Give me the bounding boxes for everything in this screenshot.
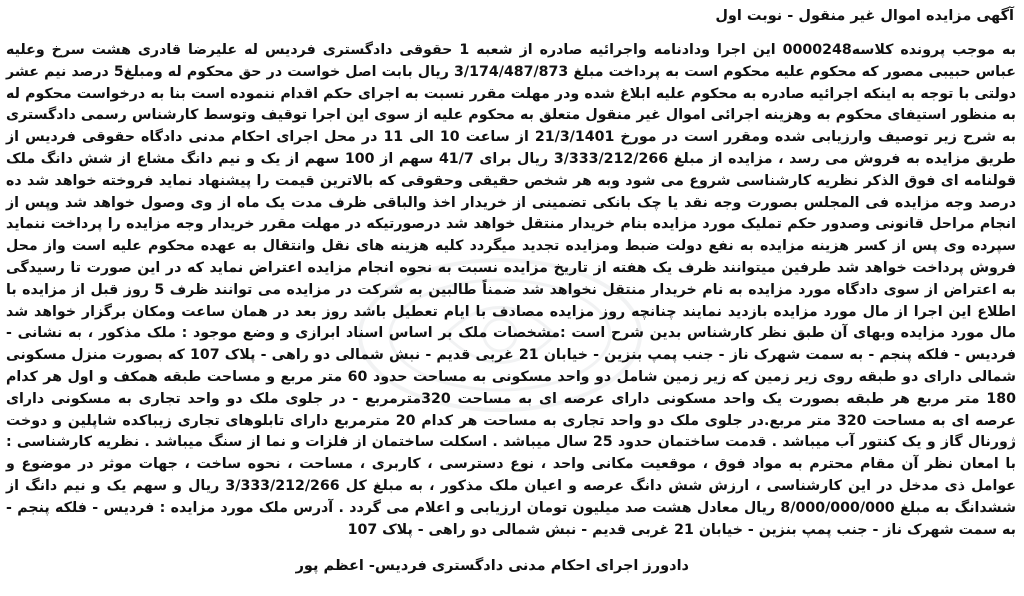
notice-signature: دادورز اجرای احکام مدنی دادگستری فردیس- اعظم پور (295, 558, 689, 574)
notice-body: به موجب پرونده کلاسه0000248 این اجرا ودادنامه واجرائیه صادره از شعبه 1 حقوقی دادگستری فردیس له علیرضا قادری هشت سرخ وعلیه عباس حبیبی مصور که محکوم علیه محکوم است به پرداخت مبلغ 3/174/487/873 ریال بابت اصل خواست در حق محکوم له ومبلغ5 درصد نیم عشر دولتی با توجه به اینکه اجرائیه صادره به محکوم علیه ابلاغ شده ودر مهلت مقرر نسبت به اجرای حکم اقدام ننموده است بنا به درخواست محکوم له به منظور استیفای محکوم به وهزینه اجرائی اموال غیر منقول متعلق به محکوم علیه از سوی این اجرا توقیف وتوسط کارشناس رسمی دادگستری به شرح زیر توصیف وارزیابی شده ومقرر است در مورخ 21/3/1401 از ساعت 10 الی 11 در محل اجرای احکام مدنی دادگاه حقوقی فردیس از طریق مزایده به فروش می رسد ، مزایده از مبلغ 3/333/212/266 ریال برای 41/7 سهم از 100 سهم از یک و نیم دانگ مشاع از شش دانگ ملک قولنامه ای فوق الذکر نظریه کارشناسی شروع می شود وبه هر شخص حقیقی وحقوقی که بالاترین قیمت را پیشنهاد نماید فروخته خواهد شد ده درصد وجه مزایده فی المجلس بصورت وجه نقد یا چک بانکی تضمینی از خریدار اخذ والباقی ظرف مدت یک ماه از وی وصول خواهد شد وپس از انجام مراحل قانونی وصدور حکم تملیک مورد مزایده بنام خریدار منتقل خواهد شد درصورتیکه در مهلت مقرر خریدار وجه مزایده را پرداخت ننماید سپرده وی پس از کسر هزینه مزایده به نفع دولت ضبط ومزایده تجدید میگردد کلیه هزینه های نقل وانتقال به عهده محکوم علیه است واز محل فروش پرداخت خواهد شد طرفین میتوانند ظرف یک هفته از تاریخ مزایده نسبت به نحوه انجام مزایده اعتراض نماید که در این صورت تا رسیدگی به اعتراض از سوی دادگاه مورد مزایده به نام خریدار منتقل نخواهد شد ضمناً طالبین به شرکت در مزایده می توانند ظرف 5 روز قبل از مزایده با اطلاع این اجرا از مال مورد مزایده بازدید نمایند چنانچه روز مزایده مصادف با ایام تعطیل باشد روز بعد در همان ساعت ومکان برگزار خواهد شد مال مورد مزایده وبهای آن طبق نظر کارشناس بدین شرح است :مشخصات ملک بر اساس اسناد ابرازی و وضع موجود : ملک مذکور ، به نشانی - فردیس - فلکه پنجم - به سمت شهرک ناز - جنب پمپ بنزین - خیابان 21 غربی قدیم - نبش شمالی دو راهی - پلاک 107 که بصورت منزل مسکونی شمالی دارای دو طبقه روی زیر زمین که زیر زمین شامل دو واحد مسکونی به مساحت حدود 60 متر مربع و مساحت طبقه همکف و اول هر کدام 180 متر مربع هر طبقه بصورت یک واحد مسکونی دارای عرصه ای به مساحت 320مترمربع - در جلوی ملک دو واحد تجاری به مسکونی دارای عرصه ای به مساحت 320 متر مربع.در جلوی ملک دو واحد تجاری به مساحت هر کدام 20 مترمربع دارای تابلوهای تجاری زیباکده شاپلین و دوخت ژورنال گاز و یک کنتور آب میباشد . قدمت ساختمان حدود 25 سال میباشد . اسکلت ساختمان از فلزات و نما از سنگ میباشد . نظریه کارشناسی : با امعان نظر آن مقام محترم به مواد فوق ، موقعیت مکانی واحد ، نوع دسترسی ، کاربری ، مساحت ، نحوه ساخت ، جهات موثر در موضوع و عوامل ذی مدخل در این کارشناسی ، ارزش شش دانگ عرصه و اعیان ملک مذکور ، به مبلغ کل 3/333/212/266 ریال و سهم یک و نیم دانگ از ششدانگ به مبلغ 8/000/000/000 ریال معادل هشت صد میلیون تومان ارزیابی و اعلام می گردد . آدرس ملک مورد مزایده : فردیس - فلکه پنجم - به سمت شهرک ناز - جنب پمپ بنزین - خیابان 21 غربی قدیم - نبش شمالی دو راهی - پلاک 107 (6, 42, 1016, 538)
notice-title: آگهی مزایده اموال غیر منقول - نوبت اول (715, 8, 1014, 24)
